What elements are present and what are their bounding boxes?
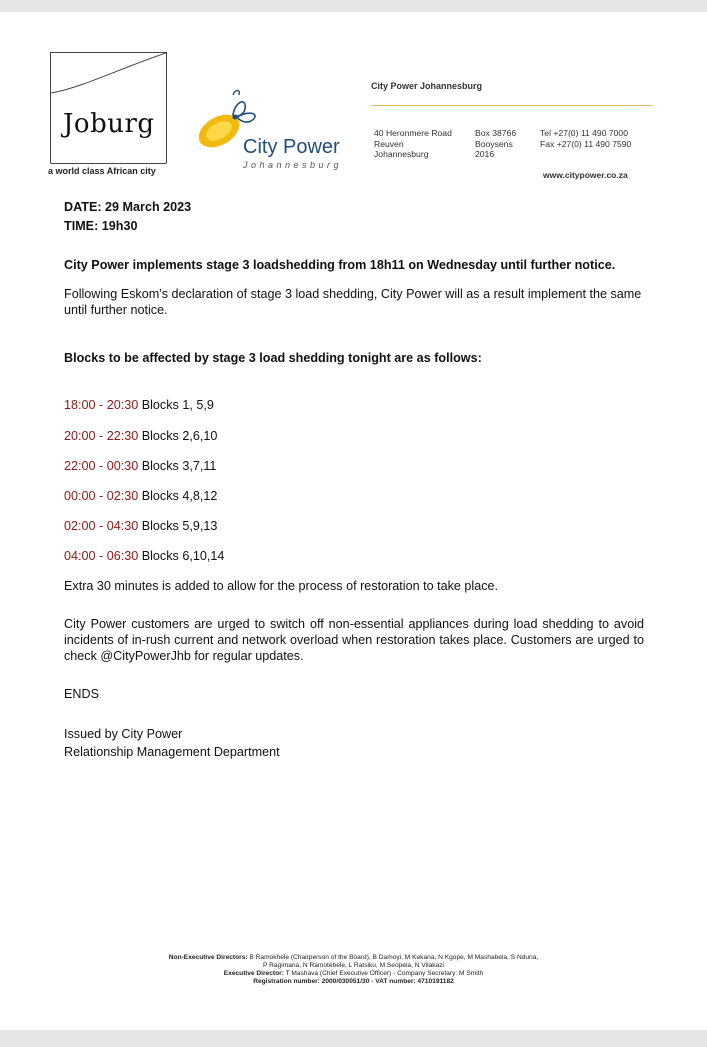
company-name: City Power Johannesburg xyxy=(371,81,483,91)
release-date: DATE: 29 March 2023 xyxy=(64,200,192,214)
address-postal: Box 38766 Booysens 2016 xyxy=(475,128,517,159)
joburg-logo-text: Joburg xyxy=(63,109,155,139)
footer-directors-line1: B Ramokhele (Chairperson of the Board), B Damoyi, M Kekana, N Kgope, M Mashabela, S Nduna, xyxy=(249,954,539,961)
schedule-blocks: Blocks 5,9,13 xyxy=(141,519,218,533)
schedule-time: 20:00 - 22:30 xyxy=(64,429,139,443)
footer-registration xyxy=(0,978,707,986)
footer-directors xyxy=(0,954,707,962)
schedule-blocks: Blocks 6,10,14 xyxy=(141,549,225,563)
schedule-time: 02:00 - 04:30 xyxy=(64,519,139,533)
schedule-blocks: Blocks 3,7,11 xyxy=(141,459,217,473)
blocks-heading: Blocks to be affected by stage 3 load shedding tonight are as follows: xyxy=(64,351,482,365)
footer-directors-label: Non-Executive Directors: xyxy=(168,954,248,961)
schedule-row xyxy=(64,519,217,533)
schedule-time: 00:00 - 02:30 xyxy=(64,489,139,503)
schedule-row xyxy=(64,489,217,503)
footer-exec-label: Executive Director: xyxy=(223,970,284,977)
issued-by: Issued by City Power xyxy=(64,727,183,741)
press-release-page xyxy=(0,12,707,1030)
schedule-time: 04:00 - 06:30 xyxy=(64,549,139,563)
schedule-blocks: Blocks 2,6,10 xyxy=(141,429,218,443)
schedule-blocks: Blocks 1, 5,9 xyxy=(141,398,214,412)
joburg-tagline: a world class African city xyxy=(48,166,156,176)
city-power-logo-sub: Johannesburg xyxy=(243,160,343,170)
footer-directors-line2: P Ragimana, N Ramotebele, L Ratsiku, M Seopela, N Vilakazi xyxy=(263,962,444,969)
intro-paragraph: Following Eskom’s declaration of stage 3 load shedding, City Power will as a result implement the same until further notice. xyxy=(64,287,642,317)
footer-exec-text: T Mashava (Chief Executive Officer) - Company Secretary: M Smith xyxy=(285,970,484,977)
website-link[interactable]: www.citypower.co.za xyxy=(543,170,628,180)
joburg-logo-arc xyxy=(51,53,166,163)
schedule-time: 22:00 - 00:30 xyxy=(64,459,139,473)
city-power-logo-name: City Power xyxy=(243,136,340,158)
schedule-time: 18:00 - 20:30 xyxy=(64,398,139,412)
footer-registration-text: Registration number: 2000/030051/30 - VAT number: 4710191182 xyxy=(253,978,454,985)
letterhead-rule xyxy=(371,105,653,106)
schedule-row xyxy=(64,459,216,473)
footer-exec xyxy=(0,970,707,978)
address-street: 40 Heronmere Road Reuven Johannesburg xyxy=(374,128,452,159)
department: Relationship Management Department xyxy=(64,745,280,759)
contact-numbers: Tel +27(0) 11 490 7000 Fax +27(0) 11 490 7590 xyxy=(540,128,632,149)
schedule-row xyxy=(64,549,224,563)
release-time: TIME: 19h30 xyxy=(64,219,138,233)
schedule-blocks: Blocks 4,8,12 xyxy=(141,489,218,503)
advice-paragraph: City Power customers are urged to switch off non-essential appliances during load shedding to avoid incidents of in-rush current and network overload when restoration takes place. Customers are urged to check @CityPowerJhb for regular updates. xyxy=(64,617,644,663)
joburg-logo xyxy=(50,52,167,164)
schedule-row xyxy=(64,398,214,412)
ends-marker: ENDS xyxy=(64,687,99,701)
headline: City Power implements stage 3 loadshedding from 18h11 on Wednesday until further notice. xyxy=(64,258,616,272)
schedule-row xyxy=(64,429,217,443)
extra-note: Extra 30 minutes is added to allow for the process of restoration to take place. xyxy=(64,579,499,593)
